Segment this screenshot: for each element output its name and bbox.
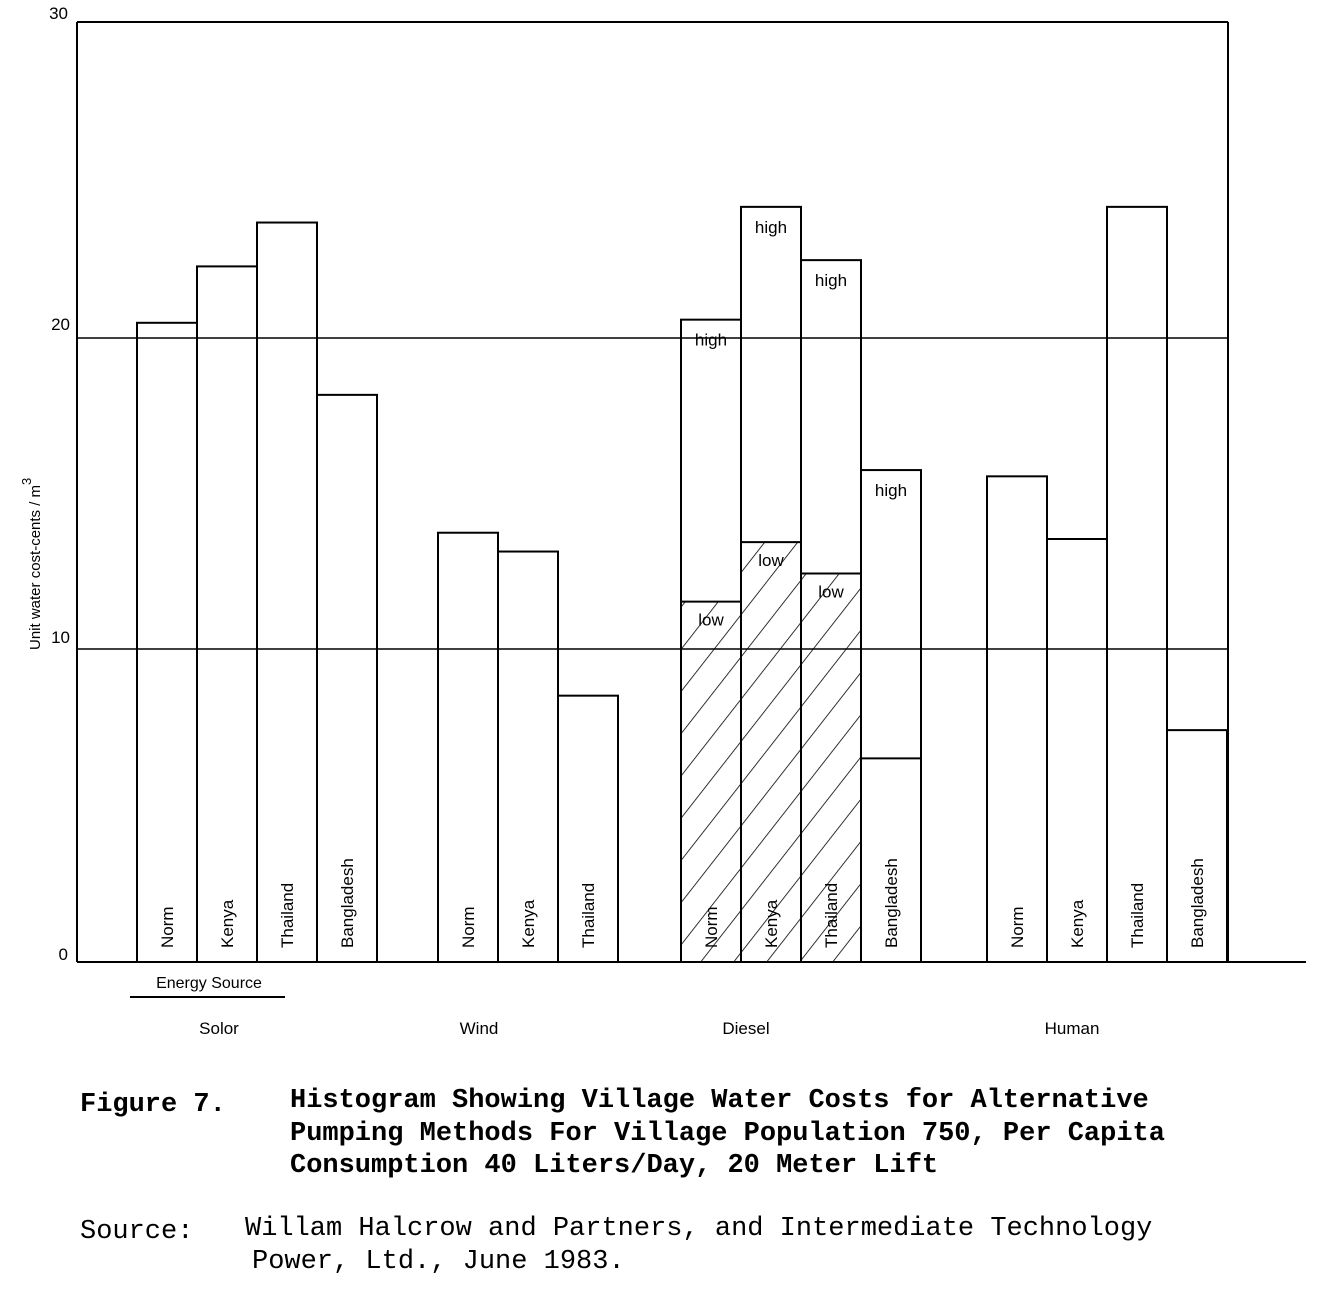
bar-label-human-bangladesh: Bangladesh bbox=[1188, 858, 1207, 948]
y-tick-label-30: 30 bbox=[49, 4, 68, 23]
caption-line-1: Histogram Showing Village Water Costs for Alternative bbox=[290, 1086, 1149, 1116]
low-label-diesel-thailand: low bbox=[818, 582, 844, 602]
y-tick-label-20: 20 bbox=[51, 315, 70, 334]
y-axis-label-text: Unit water cost-cents / m bbox=[27, 484, 44, 650]
high-label-diesel-kenya: high bbox=[754, 217, 788, 237]
low-label-diesel-norm: low bbox=[698, 610, 724, 630]
y-tick-label-0: 0 bbox=[58, 945, 68, 964]
figure-label: Figure 7. bbox=[80, 1090, 226, 1120]
bar-wind-norm bbox=[438, 533, 498, 962]
bar-human-kenya bbox=[1047, 539, 1107, 962]
energy-source-label: Energy Source bbox=[156, 975, 262, 992]
bar-human-norm bbox=[987, 476, 1047, 962]
group-label-human: Human bbox=[1044, 1019, 1100, 1038]
group-label-solor: Solor bbox=[199, 1019, 239, 1038]
bar-label-diesel-kenya: Kenya bbox=[762, 899, 781, 948]
y-tick-label-10: 10 bbox=[51, 628, 70, 647]
bar-label-solor-kenya: Kenya bbox=[218, 899, 237, 948]
caption-line-3: Consumption 40 Liters/Day, 20 Meter Lift bbox=[290, 1151, 939, 1181]
bar-label-human-kenya: Kenya bbox=[1068, 899, 1087, 948]
bar-solor-thailand bbox=[257, 223, 317, 962]
bar-label-diesel-thailand: Thailand bbox=[822, 882, 841, 948]
bar-label-human-norm: Norm bbox=[1008, 906, 1027, 948]
bar-solor-norm bbox=[137, 323, 197, 962]
bar-label-wind-norm: Norm bbox=[459, 906, 478, 948]
caption-line-2: Pumping Methods For Village Population 750, Per Capita bbox=[290, 1119, 1165, 1149]
low-label-diesel-kenya: low bbox=[758, 551, 784, 571]
bar-label-solor-bangladesh: Bangladesh bbox=[338, 858, 357, 948]
bar-label-wind-thailand: Thailand bbox=[579, 882, 598, 948]
bar-human-thailand bbox=[1107, 207, 1167, 962]
source-line-1: Willam Halcrow and Partners, and Intermediate Technology bbox=[245, 1214, 1153, 1244]
high-label-diesel-bangladesh: high bbox=[874, 481, 908, 501]
high-label-diesel-norm: high bbox=[694, 330, 728, 350]
bar-label-diesel-bangladesh: Bangladesh bbox=[882, 858, 901, 948]
bar-solor-kenya bbox=[197, 266, 257, 962]
high-label-diesel-thailand: high bbox=[814, 271, 848, 291]
y-axis-label-superscript: 3 bbox=[19, 477, 34, 485]
source-label: Source: bbox=[80, 1217, 194, 1247]
y-axis-label bbox=[19, 478, 44, 650]
bar-label-solor-thailand: Thailand bbox=[278, 882, 297, 948]
bar-label-wind-kenya: Kenya bbox=[519, 899, 538, 948]
group-label-diesel: Diesel bbox=[722, 1019, 770, 1038]
source-line-2: Power, Ltd., June 1983. bbox=[252, 1247, 625, 1277]
bar-label-solor-norm: Norm bbox=[158, 906, 177, 948]
bar-label-diesel-norm: Norm bbox=[702, 906, 721, 948]
group-label-wind: Wind bbox=[459, 1019, 499, 1038]
bar-label-human-thailand: Thailand bbox=[1128, 882, 1147, 948]
bar-low-segment-diesel-kenya bbox=[741, 542, 801, 962]
